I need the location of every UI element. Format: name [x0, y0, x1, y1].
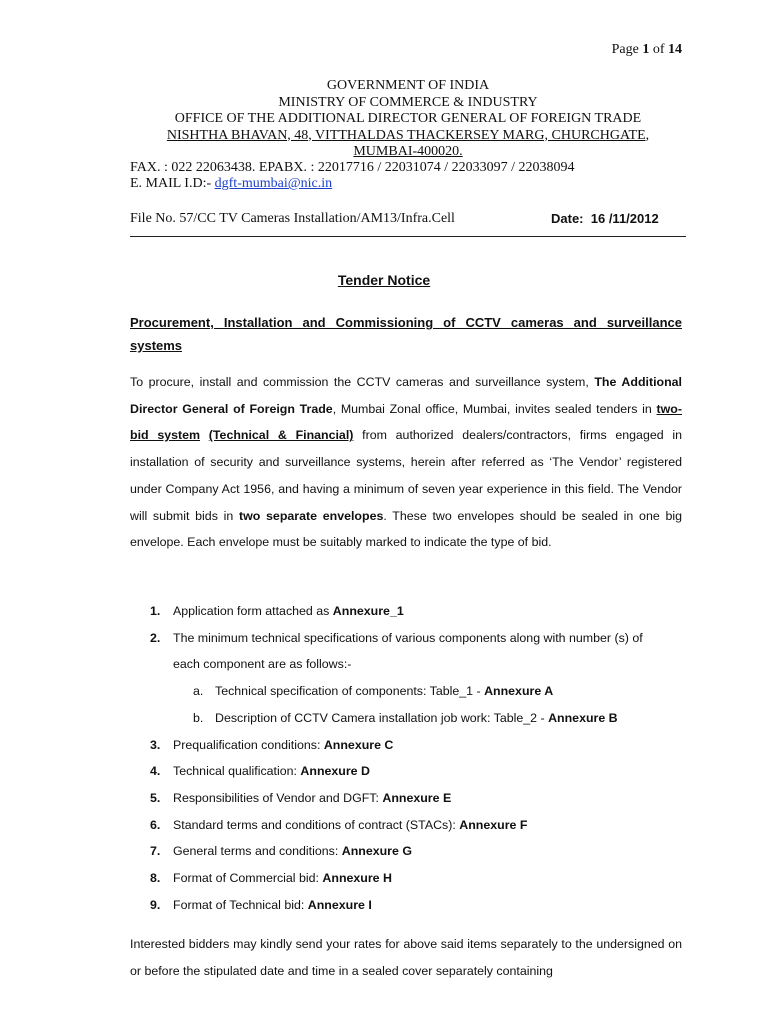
intro-text-3	[200, 428, 209, 442]
list-item-number: 5.	[150, 790, 161, 805]
subtitle-text: Procurement, Installation and Commissioning of CCTV cameras and surveillance systems	[130, 315, 682, 353]
email-line	[130, 176, 575, 192]
list-item-annexure: Annexure_1	[332, 604, 404, 618]
list-subitem-letter: b.	[193, 710, 204, 725]
fax-line: FAX. : 022 22063438. EPABX. : 22017716 / 22031074 / 22033097 / 22038094	[130, 160, 575, 175]
intro-text-2: , Mumbai Zonal office, Mumbai, invites sealed tenders in	[332, 401, 657, 416]
list-item-text: Prequalification conditions:	[173, 737, 324, 752]
letterhead-ministry: MINISTRY OF COMMERCE & INDUSTRY	[278, 94, 538, 110]
list-item-text: The minimum technical specifications of various components along with number (s) of	[173, 630, 643, 645]
letterhead-address: NISHTHA BHAVAN, 48, VITTHALDAS THACKERSEY MARG, CHURCHGATE,	[166, 127, 650, 143]
page-number-current: 1	[642, 42, 650, 57]
list-item-annexure: Annexure D	[300, 764, 370, 779]
list-item-number: 1.	[150, 604, 161, 618]
list-item-text: Format of Technical bid:	[173, 897, 308, 912]
file-line	[130, 211, 686, 227]
list-item-number: 7.	[150, 844, 161, 859]
intro-bid-types: (Technical & Financial)	[208, 428, 354, 443]
list-subitem-annexure: Annexure B	[548, 710, 618, 725]
page-number	[612, 42, 682, 58]
closing-paragraph: Interested bidders may kindly send your rates for above said items separately to the undersigned on or before the stipulated date and time in a sealed cover separately containing	[130, 937, 682, 978]
date-value: 16 /11/2012	[590, 211, 659, 226]
document-subtitle	[130, 311, 682, 357]
list-item-annexure: Annexure H	[322, 871, 392, 885]
letterhead-government: GOVERNMENT OF INDIA	[326, 78, 490, 93]
list-subitem-annexure: Annexure A	[484, 684, 554, 699]
email-label: E. MAIL I.D:-	[130, 176, 215, 191]
list-item-text: Format of Commercial bid:	[173, 871, 323, 885]
list-item-text: Responsibilities of Vendor and DGFT:	[173, 790, 383, 805]
list-item-annexure: Annexure F	[459, 817, 528, 832]
intro-office-name: The Additional Director General of Foreign Trade	[130, 375, 682, 416]
contact-block	[130, 160, 575, 192]
document-title: Tender Notice	[337, 272, 431, 288]
list-item-annexure: Annexure I	[307, 897, 372, 912]
list-item-annexure: Annexure C	[323, 737, 394, 752]
list-item-number: 8.	[150, 871, 161, 885]
list-item-text: Application form attached as	[173, 604, 333, 618]
letterhead	[130, 78, 686, 161]
intro-text-1: To procure, install and commission the CCTV cameras and surveillance system,	[130, 375, 595, 389]
intro-text-4: from authorized dealers/contractors, firms engaged in installation of security and surveillance systems, herein after referred as ‘The Vendor’ registered under Company Act 1956, and having a minimum of seven year experience in this field. The Vendor will submit bids in	[130, 428, 682, 523]
intro-paragraph	[130, 369, 682, 556]
list-item-text: each component are as follows:-	[173, 657, 352, 672]
list-item-number: 9.	[150, 897, 161, 912]
intro-two-envelopes: two separate envelopes	[238, 508, 384, 523]
intro-two-bid-system: two-bid system	[130, 401, 682, 443]
file-number: File No. 57/CC TV Cameras Installation/AM13/Infra.Cell	[130, 211, 455, 226]
list-item-number: 2.	[150, 630, 161, 645]
page-number-total: 14	[668, 42, 682, 57]
date-block	[551, 211, 659, 226]
page-number-prefix: Page	[611, 42, 643, 57]
list-subitem-text: Description of CCTV Camera installation job work: Table_2 -	[215, 710, 549, 725]
list-subitem-letter: a.	[193, 684, 204, 699]
letterhead-city: MUMBAI-400020.	[353, 144, 463, 159]
list-item-number: 3.	[150, 737, 161, 752]
email-link[interactable]: dgft-mumbai@nic.in	[214, 176, 333, 191]
page-number-of: of	[649, 42, 668, 57]
intro-text-5: . These two envelopes should be sealed in one big envelope. Each envelope must be suitably marked to indicate the type of bid.	[130, 508, 682, 550]
list-item-text: General terms and conditions:	[173, 844, 342, 859]
letterhead-office: OFFICE OF THE ADDITIONAL DIRECTOR GENERAL OF FOREIGN TRADE	[174, 111, 642, 126]
list-item-text: Technical qualification:	[173, 764, 301, 779]
date-label: Date:	[551, 211, 584, 226]
list-item-text: Standard terms and conditions of contract (STACs):	[173, 817, 460, 832]
list-subitem-text: Technical specification of components: Table_1 -	[215, 684, 485, 699]
header-divider	[130, 236, 686, 237]
list-item-number: 4.	[150, 764, 161, 779]
list-item-annexure: Annexure E	[382, 790, 452, 805]
list-item-annexure: Annexure G	[341, 844, 412, 859]
list-item-number: 6.	[150, 817, 161, 832]
